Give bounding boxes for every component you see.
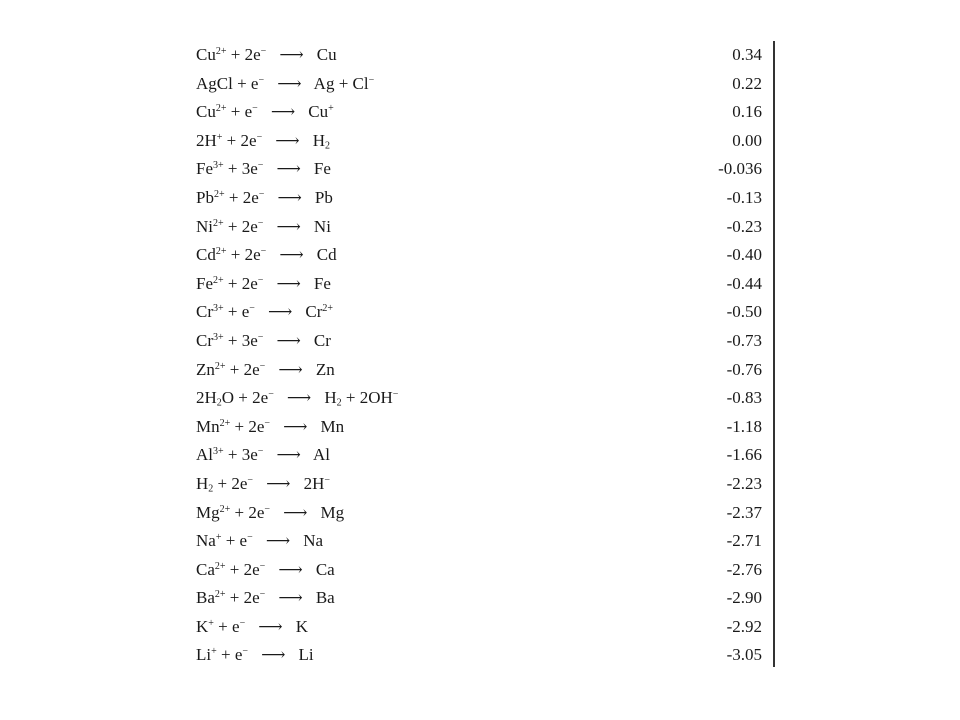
table-row bbox=[196, 41, 776, 70]
table-row bbox=[196, 441, 776, 470]
standard-potential-value: 0.34 bbox=[732, 45, 762, 64]
table-row bbox=[196, 298, 776, 327]
table-row bbox=[196, 641, 776, 670]
table-row bbox=[196, 556, 776, 585]
standard-potential-value: -2.37 bbox=[726, 502, 762, 522]
standard-potential-value: -0.50 bbox=[726, 302, 762, 322]
half-reaction-equation: $Ca^{2+} + 2e^-$ ⟶ Ca bbox=[196, 559, 335, 579]
table-row bbox=[196, 527, 776, 556]
table-row bbox=[196, 98, 776, 127]
standard-potential-value: -3.05 bbox=[726, 645, 762, 665]
half-reaction-equation: $Mn^{2+} + 2e^-$ ⟶ Mn bbox=[196, 416, 345, 436]
standard-potential-value: -0.76 bbox=[726, 359, 762, 379]
table-row bbox=[196, 584, 776, 613]
table-row bbox=[196, 155, 776, 184]
half-reaction-equation: $Cr^{3+} + e^-$ ⟶ $Cr^{2+}$ bbox=[196, 302, 334, 322]
standard-potential-value: 0.16 bbox=[732, 102, 762, 122]
standard-potential-value: -2.92 bbox=[726, 616, 762, 636]
half-reaction-equation: $Fe^{2+} + 2e^-$ ⟶ Fe bbox=[196, 273, 331, 293]
standard-potential-value: -0.44 bbox=[726, 273, 762, 293]
column-divider-line bbox=[773, 41, 775, 667]
standard-potential-value: -0.23 bbox=[726, 216, 762, 236]
table-row bbox=[196, 70, 776, 99]
standard-potential-value: -1.66 bbox=[726, 445, 762, 465]
standard-potential-value: 0.22 bbox=[732, 73, 762, 93]
half-reaction-equation: $Ba^{2+} + 2e^-$ ⟶ Ba bbox=[196, 588, 335, 608]
half-reaction-equation: $Cu^{2+} + 2e^-$ ⟶ Cu bbox=[196, 45, 337, 64]
half-reaction-equation: $2H_2O + 2e^-$ ⟶ $H_2 + 2OH^-$ bbox=[196, 388, 399, 409]
half-reaction-equation: AgCl + e− ⟶ Ag + Cl− bbox=[196, 73, 375, 93]
standard-potential-value: -1.18 bbox=[726, 416, 762, 436]
half-reaction-equation: Li+ + e− ⟶ Li bbox=[196, 645, 314, 665]
standard-potential-value: -0.13 bbox=[726, 187, 762, 207]
table-row bbox=[196, 327, 776, 356]
half-reaction-equation: $Pb^{2+} + 2e^-$ ⟶ Pb bbox=[196, 187, 333, 207]
half-reaction-equation: $H_2 + 2e^-$ ⟶ 2H− bbox=[196, 473, 330, 495]
half-reaction-equation: $Zn^{2+} + 2e^-$ ⟶ Zn bbox=[196, 359, 335, 379]
half-reaction-equation: $Cr^{3+} + 3e^-$ ⟶ Cr bbox=[196, 330, 331, 350]
half-reaction-equation: 2H+ + 2e− ⟶ $H_2$ bbox=[196, 130, 330, 152]
half-reaction-equation: $Mg^{2+} + 2e^-$ ⟶ Mg bbox=[196, 502, 345, 522]
standard-potential-value: -0.40 bbox=[726, 245, 762, 265]
reduction-potential-table bbox=[196, 41, 776, 670]
table-row bbox=[196, 613, 776, 642]
half-reaction-equation: K+ + e− ⟶ K bbox=[196, 616, 308, 636]
standard-potential-value: -0.036 bbox=[718, 159, 762, 179]
table-row bbox=[196, 127, 776, 156]
table-row bbox=[196, 213, 776, 242]
half-reaction-equation: $Al^{3+} + 3e^-$ ⟶ Al bbox=[196, 445, 330, 465]
standard-potential-value: -2.90 bbox=[726, 588, 762, 608]
table-row bbox=[196, 184, 776, 213]
table-row bbox=[196, 270, 776, 299]
half-reaction-equation: $Ni^{2+} + 2e^-$ ⟶ Ni bbox=[196, 216, 331, 236]
table-row bbox=[196, 470, 776, 499]
standard-potential-value: 0.00 bbox=[732, 130, 762, 150]
standard-potential-value: -2.76 bbox=[726, 559, 762, 579]
half-reaction-equation: $Fe^{3+} + 3e^-$ ⟶ Fe bbox=[196, 159, 331, 179]
table-row bbox=[196, 241, 776, 270]
table-row bbox=[196, 499, 776, 528]
table-row bbox=[196, 384, 776, 413]
half-reaction-equation: $Cu^{2+} + e^-$ ⟶ Cu+ bbox=[196, 102, 334, 122]
half-reaction-equation: $Cd^{2+} + 2e^-$ ⟶ Cd bbox=[196, 245, 337, 265]
standard-potential-value: -0.83 bbox=[726, 388, 762, 408]
table-row bbox=[196, 413, 776, 442]
standard-potential-value: -0.73 bbox=[726, 330, 762, 350]
standard-potential-value: -2.23 bbox=[726, 473, 762, 493]
table-row bbox=[196, 356, 776, 385]
standard-potential-value: -2.71 bbox=[726, 531, 762, 551]
half-reaction-equation: Na+ + e− ⟶ Na bbox=[196, 531, 324, 551]
